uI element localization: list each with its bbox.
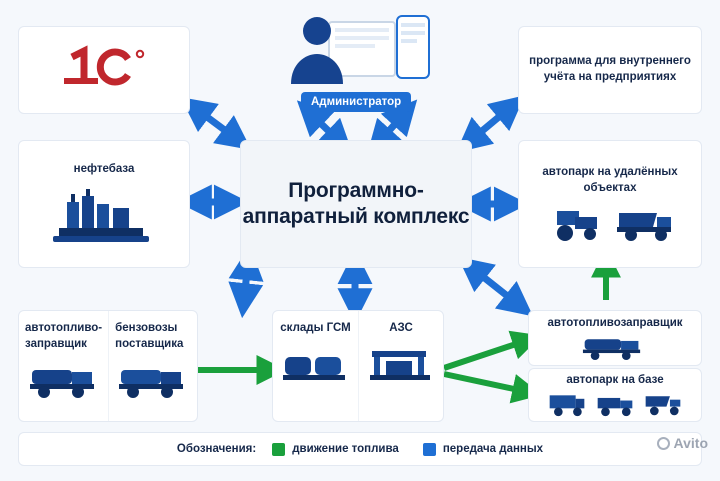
arrow-admin-center-left	[310, 113, 341, 143]
node-center-complex[interactable]	[240, 140, 472, 268]
node-fuel-depot[interactable]	[273, 311, 358, 421]
watermark	[657, 435, 708, 451]
arrow-1c-center	[195, 108, 238, 140]
watermark-text: Avito	[673, 435, 708, 451]
node-fuel-tanker[interactable]	[19, 311, 108, 421]
fuel-tanker-icon	[26, 360, 102, 400]
refueller-truck-icon	[574, 334, 656, 360]
supplier-tanker-icon	[115, 360, 191, 400]
dump-truck-icon	[613, 203, 675, 243]
node-1c[interactable]	[18, 26, 190, 114]
node-label: программа для внутреннего учёта на предприятиях	[529, 55, 691, 83]
legend-swatch-fuel	[272, 443, 285, 456]
legend-label-data: передача данных	[442, 443, 544, 455]
node-internal-accounting-program[interactable]	[518, 26, 702, 114]
node-remote-fleet[interactable]	[518, 140, 702, 268]
node-label: автотопливо-заправщик	[25, 322, 103, 350]
administrator-badge: Администратор	[301, 92, 411, 112]
node-tankers-group[interactable]	[18, 310, 198, 422]
arrow-center-topright	[470, 106, 512, 141]
legend-item-data	[423, 443, 543, 456]
node-label: нефтебаза	[73, 163, 135, 176]
node-label: склады ГСМ	[280, 322, 351, 334]
fuel-storage-tanks-icon	[279, 345, 353, 385]
arrow-admin-center-right	[378, 113, 405, 143]
tractor-icon	[545, 203, 607, 243]
node-label: автопарк на базе	[566, 373, 664, 386]
avito-ring-icon	[657, 437, 670, 450]
icon-row	[545, 203, 675, 243]
legend-title: Обозначения:	[176, 443, 257, 455]
node-storage-group[interactable]	[272, 310, 444, 422]
node-supplier-tanker[interactable]	[108, 311, 197, 421]
node-label: бензовозы поставщика	[115, 322, 184, 350]
node-label: автопарк на удалённых объектах	[542, 166, 678, 194]
legend-label-fuel: движение топлива	[292, 443, 399, 455]
1c-logo-icon	[58, 45, 150, 96]
gas-station-icon	[364, 345, 438, 385]
node-gas-station[interactable]	[358, 311, 443, 421]
node-refueller[interactable]	[528, 310, 702, 366]
dump-truck-icon	[642, 391, 684, 417]
legend-item-fuel	[272, 443, 399, 456]
truck-icon	[594, 391, 636, 417]
1c-logo-glyph	[58, 45, 150, 87]
icon-row	[546, 391, 684, 417]
administrator-person-icon	[271, 10, 443, 102]
legend-swatch-data	[423, 443, 436, 456]
arrow-fueldepot-to-basefleet	[444, 374, 528, 392]
oil-depot-icon	[49, 184, 159, 246]
arrow-fueldepot-to-refueller	[444, 340, 528, 368]
van-icon	[546, 391, 588, 417]
node-label: АЗС	[389, 322, 413, 334]
node-label: автотопливозаправщик	[547, 317, 683, 330]
node-administrator[interactable]	[268, 8, 446, 104]
node-oil-depot[interactable]	[18, 140, 190, 268]
center-title: Программно-аппаратный комплекс	[242, 179, 470, 228]
node-base-fleet[interactable]	[528, 368, 702, 422]
arrow-center-refueller	[472, 268, 520, 306]
legend	[18, 432, 702, 466]
